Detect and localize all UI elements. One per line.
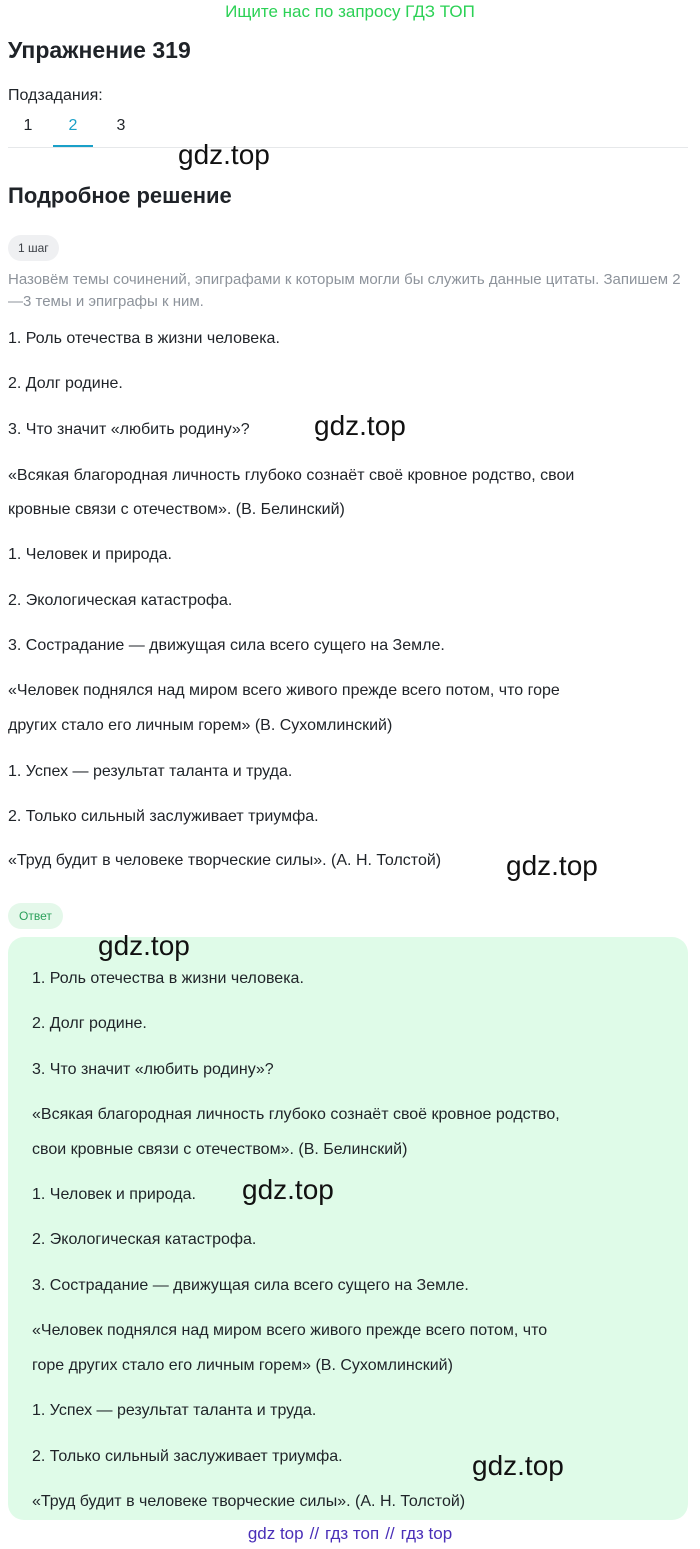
- footer-link-gdz-top[interactable]: gdz top: [247, 1524, 304, 1543]
- solution-line: 1. Успех — результат таланта и труда.: [8, 763, 293, 780]
- answer-line: 2. Долг родине.: [32, 1015, 147, 1032]
- solution-line: 1. Человек и природа.: [8, 546, 172, 563]
- answer-line: 3. Что значит «любить родину»?: [32, 1061, 274, 1078]
- answer-line: свои кровные связи с отечеством». (В. Белинский): [32, 1141, 408, 1158]
- answer-line: 1. Человек и природа.: [32, 1186, 196, 1203]
- solution-line: «Человек поднялся над миром всего живого прежде всего потом, что горе: [8, 682, 560, 699]
- solution-line: 3. Что значит «любить родину»?: [8, 421, 250, 438]
- solution-line: 2. Экологическая катастрофа.: [8, 592, 233, 609]
- answer-line: 2. Экологическая катастрофа.: [32, 1231, 257, 1248]
- answer-badge: Ответ: [8, 903, 63, 929]
- solution-line: 2. Только сильный заслуживает триумфа.: [8, 808, 319, 825]
- watermark: gdz.top: [506, 850, 598, 881]
- answer-line: 2. Только сильный заслуживает триумфа.: [32, 1448, 343, 1465]
- solution-line: «Всякая благородная личность глубоко сознаёт своё кровное родство, свои: [8, 467, 575, 484]
- answer-line: 1. Успех — результат таланта и труда.: [32, 1402, 317, 1419]
- step-intro: Назовём темы сочинений, эпиграфами к которым могли бы служить данные цитаты. Запишем 2—3 темы и эпиграфы к ним.: [8, 271, 681, 310]
- solution-line: 2. Долг родине.: [8, 375, 123, 392]
- answer-line: горе других стало его личным горем» (В. Сухомлинский): [32, 1357, 453, 1374]
- search-banner: Ищите нас по запросу ГДЗ ТОП: [225, 2, 475, 21]
- solution-line: «Труд будит в человеке творческие силы». (А. Н. Толстой): [8, 852, 442, 869]
- watermark: gdz.top: [98, 930, 190, 961]
- section-title: Подробное решение: [8, 183, 232, 208]
- subtask-tabs: [8, 108, 688, 148]
- subtasks-label: Подзадания:: [8, 87, 103, 104]
- footer-separator: //: [309, 1524, 320, 1543]
- answer-line: «Человек поднялся над миром всего живого прежде всего потом, что: [32, 1322, 548, 1339]
- solution-line: кровные связи с отечеством». (В. Белинский): [8, 501, 345, 518]
- answer-line: 1. Роль отечества в жизни человека.: [32, 970, 304, 987]
- footer-links: [0, 1522, 700, 1546]
- answer-line: 3. Сострадание — движущая сила всего сущего на Земле.: [32, 1277, 469, 1294]
- solution-line: 3. Сострадание — движущая сила всего сущего на Земле.: [8, 637, 445, 654]
- answer-line: «Всякая благородная личность глубоко сознаёт своё кровное родство,: [32, 1106, 560, 1123]
- footer-link-gdz-top-ru[interactable]: гдз топ: [325, 1524, 380, 1543]
- solution-line: 1. Роль отечества в жизни человека.: [8, 330, 280, 347]
- tab-subtask-2[interactable]: 2: [53, 108, 93, 147]
- watermark: gdz.top: [314, 410, 406, 441]
- tab-subtask-1[interactable]: 1: [23, 117, 33, 134]
- footer-separator: //: [385, 1524, 395, 1543]
- answer-line: «Труд будит в человеке творческие силы». (А. Н. Толстой): [32, 1493, 466, 1510]
- tab-subtask-3[interactable]: 3: [116, 117, 126, 134]
- step-badge: 1 шаг: [8, 235, 59, 261]
- solution-line: других стало его личным горем» (В. Сухомлинский): [8, 717, 393, 734]
- page-title: Упражнение 319: [8, 37, 191, 63]
- watermark: gdz.top: [178, 139, 270, 170]
- watermark: gdz.top: [472, 1450, 564, 1481]
- footer-link-gdz-top-mixed[interactable]: гдз top: [400, 1524, 453, 1543]
- watermark: gdz.top: [242, 1174, 334, 1205]
